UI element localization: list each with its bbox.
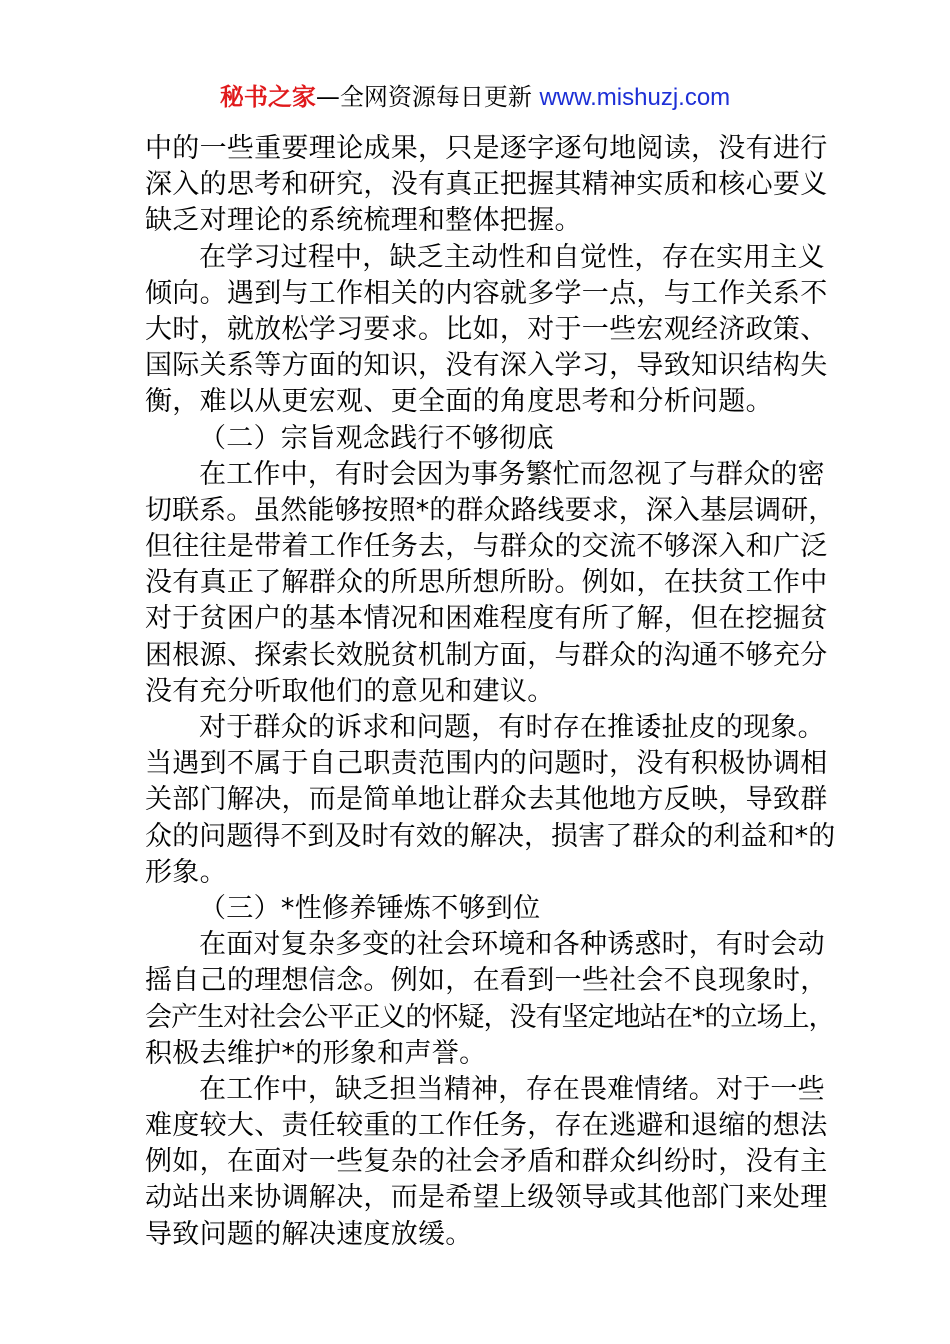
text-line: 在工作中，缺乏担当精神，存在畏难情绪。对于一些 — [199, 1073, 825, 1105]
text-line: 动站出来协调解决，而是希望上级领导或其他部门来处理 — [145, 1182, 828, 1214]
text-line: 对于贫困户的基本情况和困难程度有所了解，但在挖掘贫 — [145, 603, 828, 635]
text-line: 对于群众的诉求和问题，有时存在推诿扯皮的现象。 — [199, 712, 825, 743]
text-line: 大时，就放松学习要求。比如，对于一些宏观经济政策、 — [145, 313, 828, 345]
text-line: 深入的思考和研究，没有真正把握其精神实质和核心要义 — [145, 169, 828, 201]
text-line: 倾向。遇到与工作相关的内容就多学一点，与工作关系不 — [145, 277, 828, 309]
text-line: 众的问题得不到及时有效的解决，损害了群众的利益和*的 — [145, 820, 836, 852]
site-url-link[interactable]: www.mishuzj.com — [539, 84, 731, 111]
text-line: 没有充分听取他们的意见和建议。 — [145, 675, 555, 707]
brand-name: 秘书之家 — [219, 83, 316, 111]
text-line: 关部门解决，而是简单地让群众去其他地方反映，导致群 — [145, 784, 828, 816]
text-line: 当遇到不属于自己职责范围内的问题时，没有积极协调相 — [145, 748, 828, 780]
text-line: 国际关系等方面的知识，没有深入学习，导致知识结构失 — [145, 350, 828, 382]
text-line: 在学习过程中，缺乏主动性和自觉性，存在实用主义 — [199, 241, 825, 273]
header-slogan: —全网资源每日更新 — [315, 83, 540, 111]
text-line: 会产生对社会公平正义的怀疑，没有坚定地站在*的立场上， — [145, 1001, 835, 1033]
text-line: 切联系。虽然能够按照*的群众路线要求，深入基层调研， — [145, 494, 836, 526]
text-line: 积极去维护*的形象和声誉。 — [145, 1037, 487, 1069]
text-line: 中的一些重要理论成果，只是逐字逐句地阅读，没有进行 — [145, 133, 828, 164]
text-line: 例如，在面对一些复杂的社会矛盾和群众纠纷时，没有主 — [145, 1146, 828, 1178]
text-line: 形象。 — [145, 856, 227, 888]
text-line: 难度较大、责任较重的工作任务，存在逃避和退缩的想法 — [145, 1110, 828, 1142]
text-line: 在面对复杂多变的社会环境和各种诱惑时，有时会动 — [199, 929, 825, 961]
text-line: 但往往是带着工作任务去，与群众的交流不够深入和广泛 — [145, 531, 828, 563]
text-line: 没有真正了解群众的所思所想所盼。例如，在扶贫工作中 — [145, 567, 828, 599]
document-body — [145, 131, 836, 1253]
text-line: 在工作中，有时会因为事务繁忙而忽视了与群众的密 — [199, 458, 825, 490]
site-header — [0, 80, 950, 115]
text-line: 导致问题的解决速度放缓。 — [145, 1218, 473, 1250]
text-line: 困根源、探索长效脱贫机制方面，与群众的沟通不够充分 — [145, 639, 828, 671]
text-line: （三）*性修养锤炼不够到位 — [199, 892, 541, 924]
text-line: 衡，难以从更宏观、更全面的角度思考和分析问题。 — [145, 386, 773, 418]
text-line: 摇自己的理想信念。例如，在看到一些社会不良现象时， — [145, 965, 828, 997]
text-line: （二）宗旨观念践行不够彻底 — [199, 422, 554, 454]
text-line: 缺乏对理论的系统梳理和整体把握。 — [145, 205, 582, 237]
